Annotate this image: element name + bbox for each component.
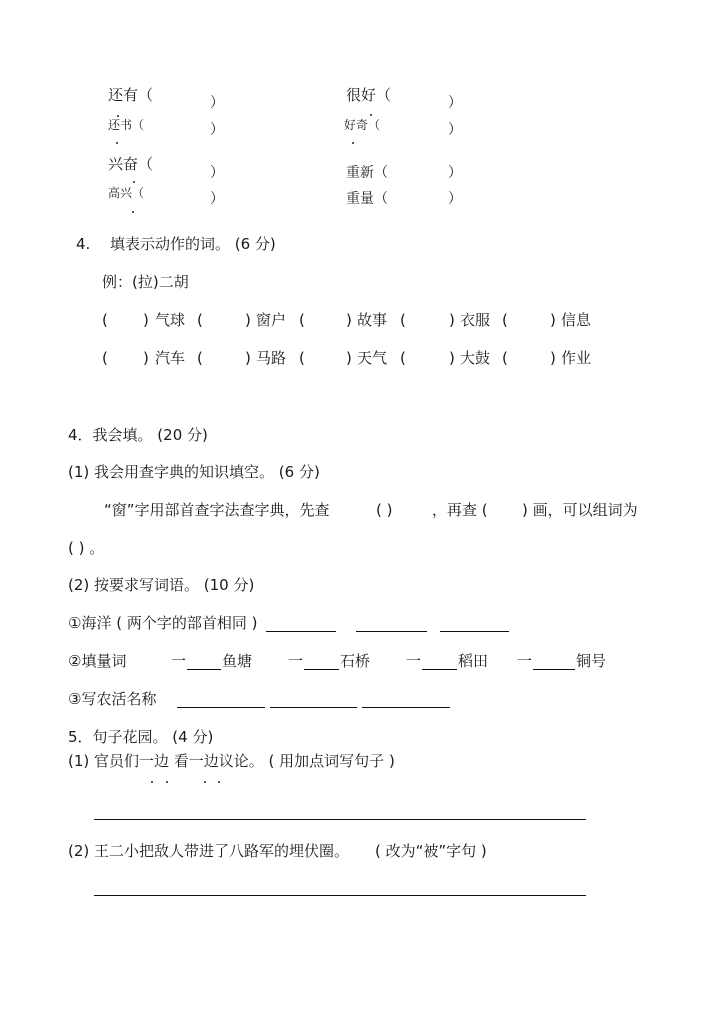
answer-line: [266, 631, 336, 632]
dictionary-word-blank: ( ) 。: [68, 539, 105, 557]
blank-close-paren: ): [449, 311, 455, 329]
polyphone-close-paren: ）: [210, 95, 224, 111]
measure-prefix: 一: [406, 652, 422, 670]
polyphone-word: 重量（: [346, 191, 388, 207]
dictionary-text: ，再查 (: [432, 501, 488, 519]
blank-close-paren: ): [245, 349, 251, 367]
answer-line: [177, 707, 265, 708]
measure-target: 铜号: [576, 652, 607, 670]
dictionary-text: “窗”字用部首查字法查字典，先查: [104, 501, 330, 519]
answer-line: [422, 669, 457, 670]
target-word: 故事: [357, 311, 388, 329]
emphasis-dot: [218, 781, 220, 783]
target-word: 马路: [256, 349, 287, 367]
emphasis-dot: [370, 114, 372, 116]
answer-line: [356, 631, 427, 632]
sentence-1: (1) 官员们一边 看一边议论。 ( 用加点词写句子 ): [68, 752, 395, 770]
sentence-2-instruction: ( 改为“被”字句 ): [375, 842, 487, 860]
item-measure-words: ②填量词: [68, 652, 127, 670]
emphasis-dot: [116, 142, 118, 144]
answer-line: [270, 707, 357, 708]
blank-open-paren: (: [502, 349, 508, 367]
blank-open-paren: (: [197, 311, 203, 329]
measure-target: 石桥: [340, 652, 371, 670]
section-title: 5．句子花园。 (4 分): [68, 728, 214, 746]
polyphone-close-paren: ）: [210, 191, 224, 207]
sentence-2: (2) 王二小把敌人带进了八路军的埋伏圈。: [68, 842, 350, 860]
target-word: 天气: [357, 349, 388, 367]
emphasis-dot: [117, 115, 119, 117]
blank-close-paren: ): [346, 349, 352, 367]
polyphone-word: 很好（: [346, 86, 392, 104]
blank-open-paren: (: [102, 311, 108, 329]
answer-line: [533, 669, 575, 670]
blank-close-paren: ): [449, 349, 455, 367]
blank-close-paren: ): [143, 311, 149, 329]
section-title: 4．我会填。 (20 分): [68, 426, 208, 444]
measure-target: 稻田: [458, 652, 489, 670]
target-word: 大鼓: [460, 349, 491, 367]
emphasis-dot: [352, 142, 354, 144]
polyphone-close-paren: ）: [448, 95, 462, 111]
measure-target: 鱼塘: [222, 652, 253, 670]
polyphone-word: 兴奋（: [108, 155, 154, 173]
polyphone-close-paren: ）: [210, 122, 224, 138]
polyphone-close-paren: ）: [448, 165, 462, 181]
blank-open-paren: (: [400, 349, 406, 367]
target-word: 窗户: [256, 311, 287, 329]
blank-close-paren: ): [550, 311, 556, 329]
subquestion-title: (1) 我会用查字典的知识填空。 (6 分): [68, 463, 320, 481]
target-word: 作业: [561, 349, 592, 367]
polyphone-word: 重新（: [346, 165, 388, 181]
polyphone-word: 高兴（: [108, 186, 145, 200]
polyphone-close-paren: ）: [448, 191, 462, 207]
dictionary-text: ) 画，可以组词为: [522, 501, 638, 519]
measure-prefix: 一: [517, 652, 533, 670]
blank-open-paren: (: [400, 311, 406, 329]
polyphone-word: 还有（: [108, 86, 154, 104]
target-word: 信息: [561, 311, 592, 329]
question-number: 4.: [76, 235, 91, 253]
blank-close-paren: ): [143, 349, 149, 367]
blank-open-paren: (: [102, 349, 108, 367]
emphasis-dot: [166, 781, 168, 783]
blank-open-paren: (: [197, 349, 203, 367]
blank-close-paren: ): [346, 311, 352, 329]
answer-line-sentence-1: [94, 819, 586, 820]
target-word: 汽车: [155, 349, 186, 367]
polyphone-close-paren: ）: [448, 122, 462, 138]
answer-line: [187, 669, 221, 670]
item-ocean: ①海洋 ( 两个字的部首相同 ): [68, 614, 258, 632]
target-word: 衣服: [460, 311, 491, 329]
blank-open-paren: (: [502, 311, 508, 329]
answer-line: [362, 707, 450, 708]
polyphone-word: 还书（: [108, 118, 145, 132]
blank-close-paren: ): [550, 349, 556, 367]
measure-prefix: 一: [171, 652, 187, 670]
measure-prefix: 一: [288, 652, 304, 670]
dictionary-blank-radical: ( ): [376, 501, 393, 519]
emphasis-dot: [132, 211, 134, 213]
blank-close-paren: ): [245, 311, 251, 329]
emphasis-dot: [151, 781, 153, 783]
blank-open-paren: (: [299, 311, 305, 329]
subquestion-title: (2) 按要求写词语。 (10 分): [68, 576, 255, 594]
emphasis-dot: [204, 781, 206, 783]
emphasis-dot: [133, 181, 135, 183]
polyphone-word: 好奇（: [344, 118, 381, 132]
blank-open-paren: (: [299, 349, 305, 367]
item-farm-work: ③写农活名称: [68, 690, 157, 708]
polyphone-close-paren: ）: [210, 165, 224, 181]
answer-line: [440, 631, 509, 632]
answer-line: [304, 669, 339, 670]
example-text: 例：(拉)二胡: [102, 273, 189, 291]
target-word: 气球: [155, 311, 186, 329]
question-title: 填表示动作的词。 (6 分): [110, 235, 276, 253]
answer-line-sentence-2: [94, 895, 586, 896]
